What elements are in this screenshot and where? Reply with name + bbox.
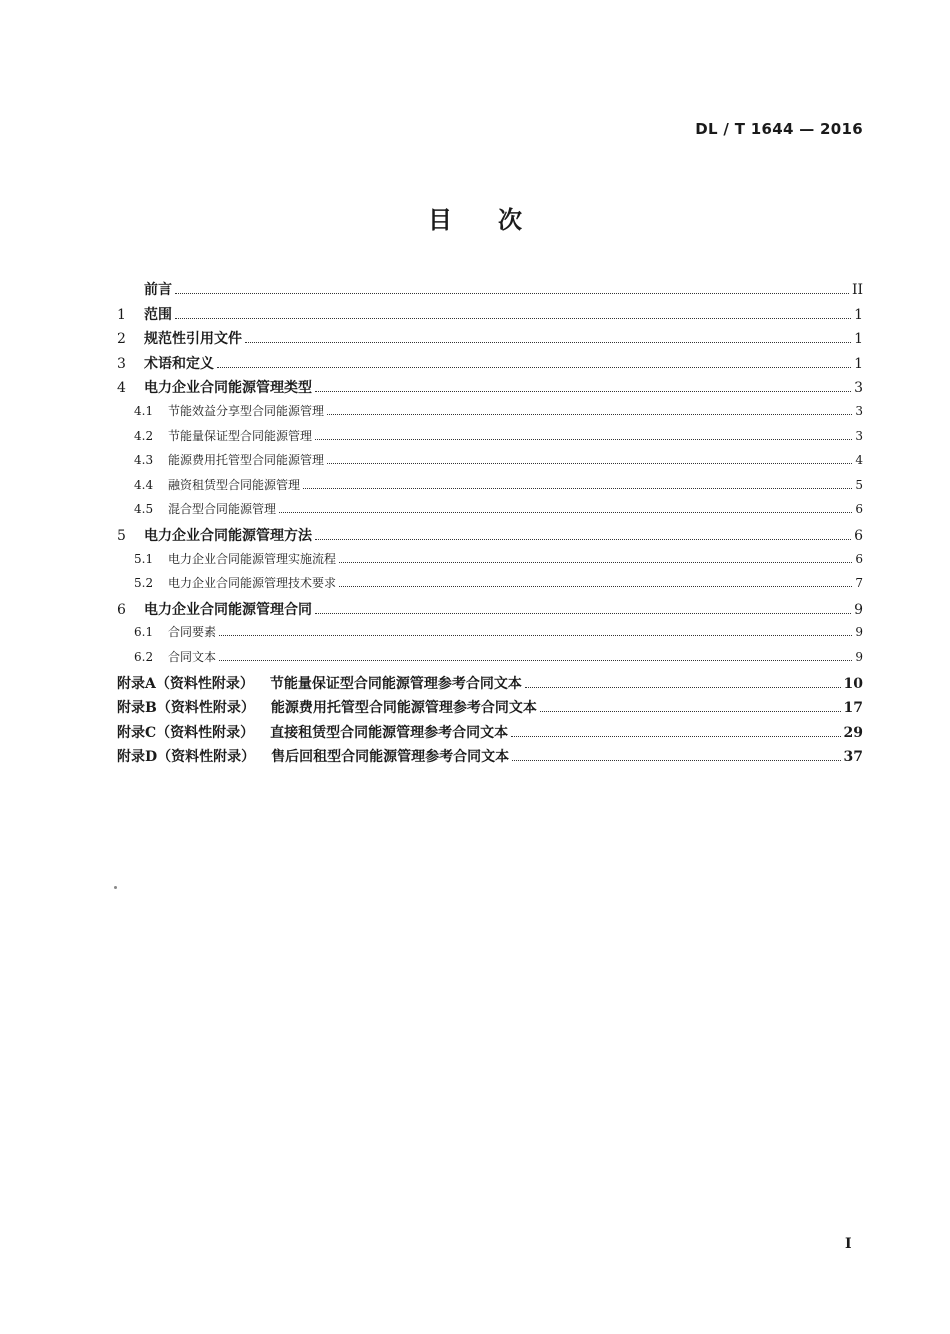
toc-entry-number: 2 <box>117 331 126 348</box>
toc-entry-page: 7 <box>855 576 863 591</box>
toc-entry-number: 5.2 <box>134 576 154 591</box>
toc-entry-number: 4 <box>117 380 126 397</box>
dot-leader <box>525 686 841 688</box>
toc-entry-number: 附录C（资料性附录） <box>117 724 255 741</box>
toc-entry-title: 电力企业合同能源管理类型 <box>144 380 312 397</box>
dot-leader <box>245 341 851 343</box>
toc-entry-page: 9 <box>855 625 863 640</box>
toc-entry[interactable] <box>117 525 863 550</box>
toc-entry-title: 融资租赁型合同能源管理 <box>168 477 301 492</box>
dot-leader <box>315 438 852 440</box>
toc-entry-title: 售后回租型合同能源管理参考合同文本 <box>271 749 510 766</box>
toc-entry-page: 1 <box>854 355 863 372</box>
toc-entry[interactable] <box>117 304 863 329</box>
toc-entry-page: 3 <box>854 380 863 397</box>
toc-entry-page: 17 <box>843 700 863 717</box>
toc-entry[interactable] <box>117 279 863 304</box>
toc-entry-number: 4.3 <box>134 453 154 468</box>
toc-entry-title: 合同要素 <box>168 625 217 640</box>
toc-entry-title: 节能效益分享型合同能源管理 <box>168 403 325 418</box>
toc-entry[interactable] <box>117 722 863 747</box>
dot-leader <box>315 538 851 540</box>
document-code: DL / T 1644 — 2016 <box>695 120 863 138</box>
toc-entry-title: 混合型合同能源管理 <box>168 502 277 517</box>
dot-leader <box>219 659 852 661</box>
toc-entry[interactable] <box>117 377 863 402</box>
toc-entry-page: 9 <box>854 601 863 618</box>
toc-entry[interactable] <box>117 476 863 501</box>
toc-entry[interactable] <box>117 427 863 452</box>
toc-entry-title: 范围 <box>144 306 172 323</box>
scan-speck <box>114 886 117 889</box>
toc-entry-number: 6.2 <box>134 649 154 664</box>
toc-entry-title: 能源费用托管型合同能源管理 <box>168 453 325 468</box>
toc-entry-number: 4.4 <box>134 477 154 492</box>
toc-entry-page: 1 <box>854 306 863 323</box>
toc-entry-title: 前言 <box>144 282 172 298</box>
toc-entry-title: 节能量保证型合同能源管理 <box>168 428 313 443</box>
dot-leader <box>175 292 849 294</box>
toc-entry-page: 1 <box>854 331 863 348</box>
toc-entry-number: 1 <box>117 306 126 323</box>
dot-leader <box>315 390 851 392</box>
toc-entry-title: 节能量保证型合同能源管理参考合同文本 <box>269 675 522 692</box>
toc-entry[interactable] <box>117 623 863 648</box>
toc-entry[interactable] <box>117 746 863 771</box>
toc-entry[interactable] <box>117 451 863 476</box>
toc-entry-title: 能源费用托管型合同能源管理参考合同文本 <box>270 700 537 717</box>
table-of-contents <box>117 279 863 771</box>
toc-entry-number: 5.1 <box>134 551 154 566</box>
dot-leader <box>217 366 851 368</box>
dot-leader <box>540 710 841 712</box>
dot-leader <box>219 634 852 636</box>
toc-entry[interactable] <box>117 550 863 575</box>
toc-entry-page: 6 <box>855 502 863 517</box>
toc-entry-page: 5 <box>855 477 863 492</box>
toc-entry-title: 术语和定义 <box>144 355 214 372</box>
toc-entry-page: 4 <box>855 453 863 468</box>
toc-entry-title: 直接租赁型合同能源管理参考合同文本 <box>270 724 509 741</box>
toc-entry-number: 附录B（资料性附录） <box>117 700 255 717</box>
toc-entry-title: 电力企业合同能源管理合同 <box>144 601 312 618</box>
toc-entry-page: 10 <box>843 675 863 692</box>
toc-entry-title: 合同文本 <box>168 649 217 664</box>
toc-entry-title: 规范性引用文件 <box>144 331 242 348</box>
toc-entry[interactable] <box>117 673 863 698</box>
toc-entry-page: 37 <box>843 749 863 766</box>
toc-entry-page: 9 <box>855 649 863 664</box>
toc-entry[interactable] <box>117 402 863 427</box>
toc-entry[interactable] <box>117 574 863 599</box>
toc-entry-page: 3 <box>855 403 863 418</box>
dot-leader <box>175 317 851 319</box>
toc-entry-number: 6.1 <box>134 625 154 640</box>
toc-entry-page: 6 <box>854 527 863 544</box>
toc-entry-page: II <box>851 282 863 298</box>
toc-entry-title: 电力企业合同能源管理技术要求 <box>168 576 337 591</box>
dot-leader <box>303 487 852 489</box>
toc-entry-title: 电力企业合同能源管理方法 <box>144 527 312 544</box>
toc-entry-page: 29 <box>843 724 863 741</box>
toc-entry-number: 4.5 <box>134 502 154 517</box>
dot-leader <box>511 735 840 737</box>
toc-entry-title: 电力企业合同能源管理实施流程 <box>168 551 337 566</box>
toc-entry-number: 5 <box>117 527 126 544</box>
dot-leader <box>512 759 840 761</box>
toc-entry[interactable] <box>117 328 863 353</box>
toc-entry-number: 附录D（资料性附录） <box>117 749 256 766</box>
dot-leader <box>315 612 851 614</box>
dot-leader <box>339 585 852 587</box>
toc-entry[interactable] <box>117 648 863 673</box>
toc-entry-number: 4.2 <box>134 428 154 443</box>
toc-entry-number: 4.1 <box>134 403 154 418</box>
toc-entry-number: 3 <box>117 355 126 372</box>
toc-entry[interactable] <box>117 500 863 525</box>
dot-leader <box>327 413 852 415</box>
page-number: I <box>845 1236 852 1252</box>
toc-entry[interactable] <box>117 697 863 722</box>
toc-entry[interactable] <box>117 599 863 624</box>
toc-entry-page: 6 <box>855 551 863 566</box>
toc-entry-number: 附录A（资料性附录） <box>117 675 254 692</box>
toc-entry[interactable] <box>117 353 863 378</box>
dot-leader <box>279 511 852 513</box>
toc-entry-number: 6 <box>117 601 126 618</box>
page-title: 目次 <box>428 206 568 234</box>
dot-leader <box>339 561 852 563</box>
toc-entry-page: 3 <box>855 428 863 443</box>
dot-leader <box>327 462 852 464</box>
